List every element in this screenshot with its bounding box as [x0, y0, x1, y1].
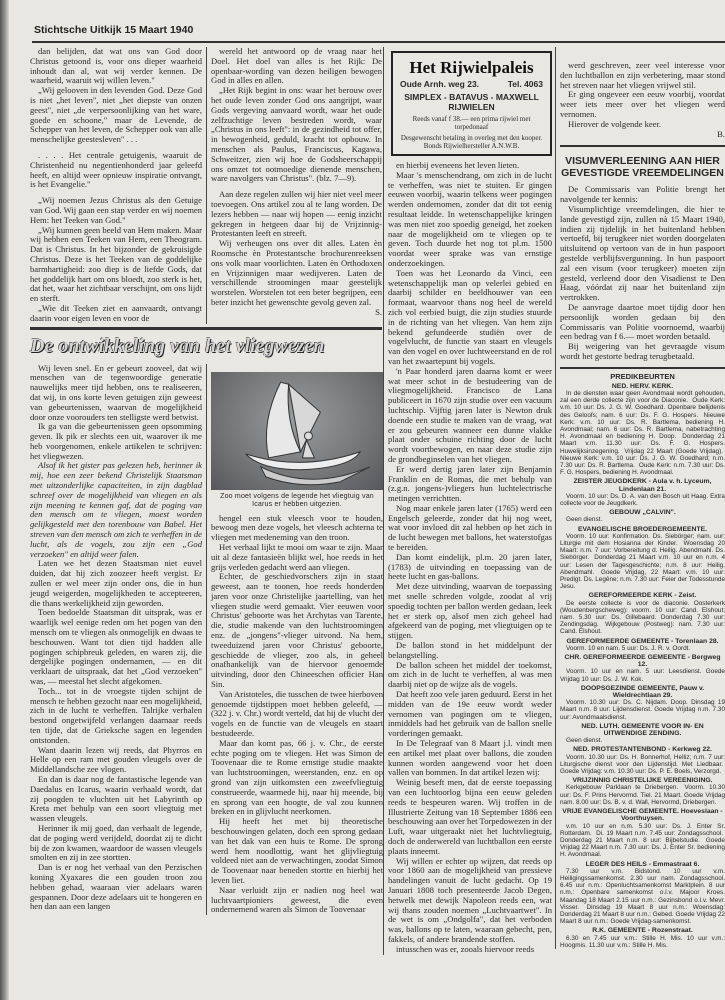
paragraph: Maar 's menschendrang, om zich in de lucht te verheffen, was niet te stuiten. Er gingen eeuwen voorbij, waarin telkens weer pogingen werden ondernomen, zonder dat dit tot eenig resultaat leidde. In wetenschappelijke kringen was men niet zoo spoedig geneigd, het zoeken naar de mogelijkheid om te vliegen op te geven. Toch duurde het nog tot pl.m. 1500 voordat weer sprake was van ernstige onderzoekingen.	[388, 169, 552, 268]
article-headline: De ontwikkeling van het vliegwezen	[30, 334, 325, 357]
section-rule	[560, 145, 725, 147]
paragraph: Want daarin lezen wij reeds, dat Phyrros en Helle op een ram met gouden vleugels over de Middellandsche zee vlogen.	[30, 744, 202, 775]
paragraph: en hierbij eveneens het leven lieten.	[396, 160, 520, 170]
paragraph: Toch... tot in de vroegste tijden schijnt de mensch te hebben gezocht naar een mogelijkheid, zich in de lucht te verheffen. Talrijke verhalen bestond ongetwijfeld verlangen daarnaar reeds ten tijde, dat de Grieksche sagen en legenden ontstonden.	[30, 685, 202, 745]
church-services	[560, 600, 725, 636]
service-line: Goede Vrijdag: v.m. 10.30 uur: Ds. P. E. Boels, Verzorgd.	[560, 768, 722, 776]
paragraph: Aan deze regelen zullen wij hier niet veel meer toevoegen. Ons artikel zou al te lang worden. De lezers hebben — naar wij hopen — eenig inzicht gekregen in hetgeen daar bij de Vrijzinnig-Protestanten leeft en streeft.	[211, 189, 382, 239]
rijwielpaleis-advertisement	[391, 51, 552, 156]
paragraph: Weinig beseft men, dat de eerste toepassing van een luchtoorlog bijna een eeuw geleden reeds te bespeuren waren. Wij troffen in de Illustrierte Zeitung van 18 September 1886 een beschouwing aan over het Torpedowezen in der Luft, waar uitgeraakt niet het luchtvliegtuig, doch de onderwereld van luchtballon een eerste plaats inneemt.	[388, 777, 552, 856]
service-line: Voorm. 10 uur: Konfirmation. Ds. Siebörger; nam. uur: Liturgie mit dem Hosianna der Kinder.	[560, 532, 725, 547]
paragraph: Echter, de geschiedvorschers zijn in staat geweest, aan te toonen, hoe reeds honderden jaren voor onze Christelijke jaartelling, van het vliegen studie werd gemaakt. Vier eeuwen voor Christus' geboorte was het Archytas van Tarente, die, studie makende van den luchtstroomingen enz. de „jongens"-vlieger uitvond. Na hem, tweeduizend jaren voor Christus' geboorte, geschiedde de vlieger, zoo als, in geheel onafhankelijk van de hiervoor genoemde uitvinding, door den Chineeschen officier Han Sin.	[211, 571, 383, 690]
church-services	[560, 493, 725, 507]
paragraph: Toen bedoelde Staatsman dit uitsprak, was er waarlijk wel eenige reden om het pogen van den mensch om te vliegen als onmogelijk en dwaas te beschouwen. Want tot dien tijd hadden alle pogingen schipbreuk geleden, en waren zij, die dergelijke pogingen ondernamen, — en dit verklaart de uitspraak, dat het „God verzoeken" was, — meestal het slecht afgekomen.	[30, 607, 202, 687]
service-line: v.m. 10 uur en n.m. 5.30 uur: Ds. J. Enter Sr. Rotterdam.	[560, 822, 725, 837]
service-line: Geen dienst.	[566, 737, 603, 745]
illustration-caption: Zoo moet volgens de legende het vliegtuig van Icarus er hebben uitgezien.	[220, 492, 374, 508]
masthead: Stichtsche Uitkijk 15 Maart 1940	[34, 24, 194, 36]
service-line: Voorm. 10 en nam. 5 uur: Ds. J. R. v. Oordt.	[566, 644, 691, 652]
column-3	[388, 161, 552, 955]
paragraph: Laten we het dezen Staatsman niet euvel duiden, dat hij zich zoozeer heeft vergist. Er zullen er wel meer zijn onder ons, die in hun jeugd weigerden, mogelijkheden te accepteeren, die thans werkelijkheid zijn geworden.	[30, 558, 202, 608]
paragraph: Van Aristoteles, die tusschen de twee hierboven genoemde tijdstippen moet hebben geleefd, — (322 j. v. Chr.) wordt verteld, dat hij de vlucht der vogels en de functie van de vleugels en staart bestudeerde.	[211, 688, 383, 739]
church-heading: NED. HERV. KERK.	[611, 382, 674, 390]
service-line: Oude Kerk: n.m. 7.30 uur: Ds. F. G. Hospers, bediening H. Avondmaal.	[560, 461, 725, 477]
paragraph: De ballon scheen het middel der toekomst, om zich in de lucht te verheffen, al was men daarbij niet op de wijze als de vogels.	[388, 659, 552, 690]
church-services	[560, 935, 725, 949]
visum-article	[560, 185, 725, 361]
ad-payment: Desgewenscht betaling in overleg met den kooper. Bonds Rijwielhersteller A.N.W.B.	[400, 134, 543, 150]
top-columns	[30, 47, 382, 324]
service-line: Donderdag 21 Maart n.m. 8 uur: Bijbelstudie.	[560, 836, 700, 844]
paragraph: Hij heeft het met bij theoretische beschouwingen gelaten, doch een sprong gedaan van het dak van een huis te Rome. De sprong werd hem noodlottig, want het glijvliegtuig voldeed niet aan de verwachtingen, zoodat Simon de Toovenaar naar beneden stortte en hierbij het leven liet.	[211, 816, 383, 885]
service-line: 6.30 en 7.45 uur v.m.: Stille H. Mis. 10 uur v.m.: Hoogmis. 11.30 uur v.m.: Stille H. Mis.	[560, 934, 725, 949]
middle-section	[383, 47, 555, 955]
paragraph: Maar dan komt pas, 66 j. v. Chr., de eerste echte poging om te vliegen. Het was Simon de Toovenaar die te Rome ernstige studie maakte van luchtstroomingen, weerstanden, enz. en op grond van zijn uitkomsten een zweefvliegtuig construeerde, waarmede hij, naar hij meende, bij en sprong van een hoogte, de val zou kunnen breken en in glijvlucht neerkomen.	[211, 737, 383, 817]
church-services	[560, 868, 725, 926]
church-heading: CHR. GEREFORMEERDE GEMEENTE - Bergweg 12.	[564, 654, 721, 669]
paragraph: Visumplichtige vreemdelingen, die hier te lande gevestigd zijn, zullen nà 15 Maart 1940, indien zij tijdelijk in het buitenland hebben vertoefd, bij terugkeer niet worden doorgelaten uitsluitend op vertoon van de in hun paspoort gestelde verblijfsvergunning. In hun paspoort zal een visum (voor terugkeer) moeten zijn gesteld, verleend door den Visadienst te Den Haag, vóórdat zij naar het buitenland zijn vertrokken.	[560, 203, 725, 303]
paragraph: Herinner ik mij goed, dan verhaalt de legende, dat de poging werd verijdeld, doordat zij te dicht bij de zon kwamen, waardoor de wassen vleugels smolten en zij in zee stortten.	[30, 822, 202, 863]
church-services	[560, 668, 725, 682]
church-services	[560, 645, 725, 652]
article-columns	[30, 364, 382, 916]
masthead-rule	[32, 41, 725, 43]
paragraph: „Het Rijk begint in ons: waar het berouw over het oude leven zonder God ons aangrijpt, waar Gods vergeving aanvaard wordt, waar het oude zelfzuchtige leven bestreden wordt, waar „Christus in ons leeft": in de gezindheid tot offer, in bewogenheid, geduld, kracht tot opbouw. In menschen als Paulus, Franciscus, Kagawa, Schweitzer, zien wij hoe de Godsheerschappij ons omzet tot ootmoedige dienende menschen, ware navolgers van Christus". (blz. 7—9).	[211, 85, 382, 184]
service-line: Voorm. 10 uur en nam. 5 uur: Leesdienst. Goede Vrijdag 10 uur: Ds. J. W. Kok.	[560, 668, 725, 683]
column-4-top	[560, 61, 725, 139]
section-rule	[560, 367, 725, 369]
article-rule	[30, 327, 382, 330]
author-signature: B.	[717, 128, 725, 139]
ad-price: Reeds vanaf f 38.— een prima rijwiel met torpedonaaf	[412, 115, 531, 131]
paragraph: intusschen was er, zooals hiervoor reeds	[396, 943, 535, 954]
author-signature: S.	[375, 306, 382, 317]
article-column-right	[211, 514, 383, 916]
column-2	[206, 47, 382, 324]
paragraph: Wij willen er echter op wijzen, dat reeds op voor 1860 aan de mogelijkheid van pressieve handelingen vanuit de lucht gedacht. Op 19 Januari 1808 toch presenteerde Jacob Degen, hetwelk met dewijk Napoleon reeds een, wat wij thans zouden noemen „Luchtvaartwet". In de wet is om „Ondgolfa", dat het verboden was, ballons op te laten, waaraan gebecht, pen, fakkels, of andere brandende stoffen.	[388, 855, 552, 944]
article-column-left	[30, 364, 206, 916]
paragraph: Dan komt eindelijk, pl.m. 20 jaren later, (1783) de uitvinding en toepassing van de heete lucht en gas-ballons.	[388, 551, 552, 582]
ad-address: Oude Arnh. weg 23.	[400, 79, 480, 89]
paragraph: De ballon stond in het middelpunt der belangstelling.	[388, 640, 552, 660]
service-line: Donderdag 21 Maart v.m. 11.30 uur: Ds. F. G. Hospers. Huwelijksinzegening.	[560, 433, 725, 455]
service-line: Geen dienst.	[566, 516, 603, 524]
church-heading: LEGER DES HEILS - Emmastraat 6.	[585, 860, 700, 868]
paragraph: Wij verheugen ons over dit alles. Laten èn Roomsche èn Protestantsche brochurenreeksen ons volk maar voorlichten. Laten èn Orthodoxen en Vrijzinnigen maar wedijveren. Laten de verschillende stroomingen maar geestelijk worstelen. Worstelen tot een beter begrijpen, een beter inzicht het gewenschte gevolg geven zal.	[211, 238, 382, 307]
paragraph: Ik ga van die gebeurtenissen geen opsomming geven. Ik pik er slechts een uit, waarover ik me heb voorgenomen, enkele artikelen te schrijven: het vliegwezen.	[30, 421, 202, 461]
service-line: Vrijdag 22 Maart (Goede Vrijdag).	[624, 447, 723, 455]
service-line: Kerkgebouw Parklaan te Driebergen.	[566, 784, 679, 792]
church-services	[560, 754, 725, 776]
church-heading: NED. LUTH. GEMEENTE VOOR IN- EN UITWENDIGE ZENDING.	[581, 722, 704, 738]
church-services	[560, 823, 725, 859]
church-services	[560, 737, 725, 744]
church-heading: GEBOUW „CALVIN".	[609, 509, 676, 517]
service-line: In de diensten waar geen Avondmaal wordt gehouden, zal een derde collecte zijn voor de Diaconie.	[560, 389, 725, 405]
church-services	[560, 390, 725, 476]
paragraph: Naar verluidt zijn er nadien nog heel wat luchtvaartpioniers geweest, die even ondernemend waren als Simon de Toovenaar	[211, 884, 383, 915]
paragraph: Nog maar enkele jaren later (1765) werd een Engelsch geleerde, zonder dat hij nog weet, wat voor invloed dit zal hebben op het zich in de lucht bewegen met ballons, het waterstofgas te bereiden.	[388, 502, 552, 553]
paragraph: En dan is daar nog de fantastische legende van Daedalus en Icarus, waarin verhaald wordt, dat zij poogden te vluchten uit het Labyrinth op Kreta met behulp van een soort vliegtuig met wassen vleugels.	[30, 773, 202, 824]
service-line: Nieuwe Kerk: v.m. 10 uur: Ds. J. G. W. Goedhard; n.m. 7.30 uur: Ds. R. Bartlema.	[560, 454, 725, 469]
paragraph: Alsof ik het gister pas gelezen heb, herinner ik mij, hoe een zeer bekend Christelijk Staatsman met uitzonderlijke capaciteiten, in zijn dagblad schreef over de mogelijkheid van vliegen en als zijn meening te kennen gaf, dat de poging van den mensch om te vliegen, moest worden gelijkgesteld met den torenbouw van Babel. Het streven van den mensch om zich te verheffen in de lucht, als de vogels, zou zijn een „God verzoeken" en altijd weer falen.	[30, 460, 202, 559]
service-line: Oude Kerk: v.m. 10 uur: Ds. J. G. W. Goedhard. Openbare belijdenis des Geloofs; nam. 6 uur: Ds. F. G. Hospers.	[560, 397, 725, 419]
paragraph: Er ging ongeveer een eeuw voorbij, voordat weer iets meer over het vliegen werd vernomen.	[560, 89, 725, 119]
ad-phone: Tel. 4063	[507, 79, 543, 89]
church-heading: ZEISTER JEUGDKERK - Aula v. h. Lyceum, Lindenlaan 21.	[573, 478, 712, 493]
paragraph: Toen was het Leonardo da Vinci, een wetenschappelijk man op velerlei gebied en daarbij schilder en beeldhouwer van een formaat, waarvoor thans nog heel de wereld zich vol eerbied buigt, die zijn studies stuurde in de richting van het vliegen. Van hem zijn bekend gefundeerde studiën over de vogelvlucht, de functie van staart en vleugels van den vogel en over luchtweerstand en de rol van het zwaartepunt bij vogels.	[388, 267, 552, 366]
church-heading: EVANGELISCHE BROEDERGEMEENTE.	[577, 525, 708, 533]
paragraph: „Wij kunnen geen beeld van Hem maken. Maar wij hebben een Teeken van Hem, een Theogram. Dat is Christus. In het bijzonder de gekruisigde Christus. Deze is het Teeken van de goddelijke barmhartigheid: zoo diep is de liefde Gods, dat het goddelijk hart om ons bloedt, zoo sterk is het, dat het, waar het zichtbaar verschijnt, om ons lijdt en sterft.	[30, 224, 202, 304]
church-services	[560, 533, 725, 591]
predikbeurten-listing	[560, 372, 725, 949]
paragraph: „Wij noemen Jezus Christus als den Getuige van God. Wij gaan een stap verder en wij noemen Hem: het Teeken van God."	[30, 195, 202, 225]
paragraph: In De Telegraaf van 8 Maart j.l. vindt men een artikel met plaat over ballons, die zouden kunnen worden aangewend voor het doen vallen van bommen. In dat artikel lezen wij:	[388, 738, 552, 778]
paragraph: Er werd dertig jaren later zijn Benjamin Franklin en de Romas, die met behulp van (z.g.n. jongens-)vliegers hun luchtelectrische metingen verrichtten.	[388, 463, 552, 504]
paragraph: wereld het antwoord op de vraag naar het Doel. Het doel van alles is het Rijk: De openbaar-wording van dezen heiligen bewogen God in alles en allen.	[211, 46, 382, 86]
church-services	[560, 784, 725, 806]
paragraph: . . . . Het centrale getuigenis, waaruit de Christenheid nu negentienhonderd jaar geleefd heeft, en altijd weer opnieuw inspiratie ontvangt, is het Evangelie."	[30, 149, 202, 190]
service-line: Woensdag 20 Maart: n.m. 7 uur: Vorbereitung d. Heilig. Abendmahl. Ds. Siebörger.	[560, 539, 725, 562]
paragraph: De aanvrage daartoe moet tijdig door hen persoonlijk worden gedaan bij den Commissaris van Politie voornoemd, waarbij een bedrag van f 6.— moet worden betaald.	[560, 301, 725, 342]
page-edge	[0, 0, 9, 1000]
ad-brands-2: RIJWIELEN	[448, 102, 495, 112]
predikbeurten-title: PREDIKBEURTEN	[610, 371, 675, 381]
paragraph: Met deze uitvinding, waarvan de toepassing met snelle schreden volgde, zoodat al vrij spoedig tochten per ballon werden gedaan, leek het er sterk op, alsof men zich geheel had afgekeerd van de poging, met vliegtuigen op te stijgen.	[388, 581, 552, 641]
service-line: Voorm. 10.30 uur: Ds. C. Nijdam. Doop. Dinsdag 19 Maart n.m. 8 uur: Lijdensdienst. Goede Vrijdag n.m. 7.30 uur: Avondmaalsdienst.	[560, 699, 725, 721]
ad-brands: SIMPLEX - BATAVUS - MAXWELL	[404, 92, 539, 102]
service-line: Goede Vrijdag 22 Maart n.m. 7.30 uur: Ds. J. Enter Sr. bediening H. Avondmaal.	[560, 836, 725, 859]
church-heading: VRIJE EVANGELISCHE GEMEENTE. Hoeveslaan - Voorthuysen.	[562, 808, 723, 823]
paragraph: Dan is er nog het verhaal van den Perzischen koning Xyaxares die een gouden troon zou hebben gehad, waaraan vier adelaars waren gespannen. Door deze adelaars uit te hongeren en hen dan aan een langen	[30, 862, 202, 912]
left-section	[30, 47, 382, 915]
paragraph: De Commissaris van Politie brengt het navolgende ter kennis:	[560, 184, 725, 205]
paragraph: 'n Paar honderd jaren daarna komt er weer wat meer schot in de bestudeering van de vliegmogelijkheid. Francisco de Lana publiceert in 1670 zijn studie over een vacuum luchtschip. Vijftig jaren later is Newton druk doende een studie te maken van de vraag, wat er zou gebeuren wanneer een dunne vlakke plaat onder schuine richting door de lucht wordt voortbewogen, en naar deze studie zijn de grondbeginselen van het vliegen.	[388, 365, 552, 464]
paragraph: werd geschreven, zeer veel interesse voor den luchtballon en zijn verbetering, maar stond het streven naar het vliegen vrijwel stil.	[560, 60, 725, 90]
service-line: Goede Vrijdag, 22 Maart: v.m. 10 uur: Predigt. Ds. Legêne; n.m. 7.30 uur: Feier der Todesstunde Jesu.	[560, 568, 725, 591]
church-heading: GEREFORMEERDE KERK - Zeist.	[588, 592, 697, 600]
church-heading: DOOPSGEZINDE GEMEENTE, Pauw v. Wieldrechtlaan 29.	[580, 684, 705, 700]
article-right-section	[206, 364, 382, 916]
service-line: Voorm. 10.30 uur: Ds. F. Prins Hervormd. Tiel. 21 Maart. Goede Vrijdag nam. 8.00 uur: Ds. B. v. d. Wall, Hervormd, Driebergen.	[560, 784, 725, 806]
paragraph: Het verhaal lijkt te mooi om waar te zijn. Maar uit al deze fantasieën blijkt wel, hoe reeds in het grijs verleden gedacht werd aan vliegen.	[211, 541, 383, 572]
church-heading: NED. PROTESTANTENBOND - Kerkweg 22.	[573, 746, 712, 754]
flying-boat-icon	[211, 372, 383, 490]
paragraph: Hierover de volgende keer.	[568, 118, 662, 129]
church-heading: R.K. GEMEENTE - Rozenstraat.	[592, 927, 693, 935]
column-1	[30, 47, 206, 324]
paragraph: hengel een stuk vleesch voor te houden, bewoog men deze vogels, het vleesch achterna te vliegen met medeneming van den troon.	[211, 512, 383, 543]
service-line: De eerste collecte is voor de diaconie. Oosterkerk (Woudenbergscheweg): voorm. 10 uur: Cand. Elshout; nam. 5.30 uur: Ds. Gillebaard. Donderdag 7.30 uur: Zendingsdag.	[560, 599, 725, 629]
church-heading: GEREFORMEERDE GEMEENTE - Torenlaan 28.	[566, 637, 719, 645]
service-line: Nieuwe Kerk: v.m. 10 uur: Ds. R. Bartlema, bediening H. Avondmaal; nam. 6 uur: Ds. R. Bartlema, nabetrachting H. Avondmaal en bediening H. Doop.	[560, 411, 725, 441]
paragraph: Wij leven snel. En er gebeurt zooveel, dat wij menschen van de tegenwoordige generatie nauwelijks meer tijd hebben, ons te realiseeren, dat wij, in ons korte leven getuigen zijn geweest van gebeurtenissen, waarvan de mogelijkheid door onze voorouders ten stelligste werd betwist.	[30, 362, 202, 422]
service-line: Wijkgebouw (Postweg): nam. 7.30 uur: Cand. Elshout.	[560, 621, 725, 636]
ad-title: Het Rijwielpaleis	[409, 58, 534, 77]
service-line: Voorm. 10.30 uur: Ds. H. Bonnerhof, Helliz; n.m. 7 uur: Liturgische dienst voor den Lijdenstijd. Met Liedbaar.	[560, 753, 725, 768]
church-heading: VRIJZINNIG CHRISTELIJKE VEREENIGING.	[572, 777, 713, 785]
paragraph: „Wij gelooven in den levenden God. Deze God is niet „het leven", niet „het diepste van onzen geest", niet „de verpersoonlijking van het ware, goede en schoone," maar de Levende, de Schepper van het leven, de Schepper ook van alle menschelijke geestesleven" . . .	[30, 85, 202, 145]
service-line: Donderdag 21 Maart v.m. 10 uur en n.m. 4 uur: Lesen der Tagesgeschichte; n.m. 8 uur: Heilig. Abendmahl.	[560, 554, 725, 576]
paragraph: Dat heeft zoo vele jaren geduurd. Eerst in het midden van de 19e eeuw wordt weder vernomen van pogingen om te vliegen, inmiddels had het gebruik van de ballon snelle vorderingen gemaakt.	[388, 689, 552, 739]
church-services	[560, 699, 725, 721]
paragraph: dan belijden, dat wat ons van God door Christus getoond is, voor ons dieper waarheid inhoudt dan al, wat wij verder kennen. De waarheid, waaruit wij willen leven."	[30, 46, 202, 86]
visum-heading: VISUMVERLEENING AAN HIER GEVESTIGDE VREEMDELINGEN	[561, 155, 724, 180]
service-line: Dinsdag 19 Maart 8 uur n.m.: Woensdag: Donderdag 21 Maart 8 uur n.m.: Gebed. Goede Vrijdag 22 Maart 8 uur n.m.: Goede Vrijdag-samenkomst.	[560, 903, 725, 926]
service-line: Di. 19 Maart n.m. 7.45 uur: Zondagsschool.	[596, 829, 724, 837]
service-line: 7.30 uur v.m. Bidstond. 10 uur v.m. Heiligingssamenkomst. 2.30 uur nam. Zondagsschool. 6.45 uur n.m.: Openluchtsamenkomst Marktplein. 8 uur n.m.: Openbare samenkomst o.l.v. Majoor Kroes. Maandag 18 Maart 2.15 uur n.m.: Gezinsbond o.l.v. Mevr. Visser.	[560, 867, 725, 911]
service-line: Voorm. 10 uur: Ds. D. A. van den Bosch uit Haag. Extra collecte voor de Jeugdkerk.	[560, 492, 725, 507]
church-services	[560, 516, 725, 523]
paragraph: Bij weigering van het gevraagde visum wordt het gestorte bedrag terugbetaald.	[560, 341, 725, 361]
right-section	[555, 47, 725, 949]
paragraph: „Wie dit Teeken ziet en aanvaardt, ontvangt daarin voor eigen leven en voor de	[30, 302, 202, 323]
icarus-illustration	[211, 372, 383, 490]
